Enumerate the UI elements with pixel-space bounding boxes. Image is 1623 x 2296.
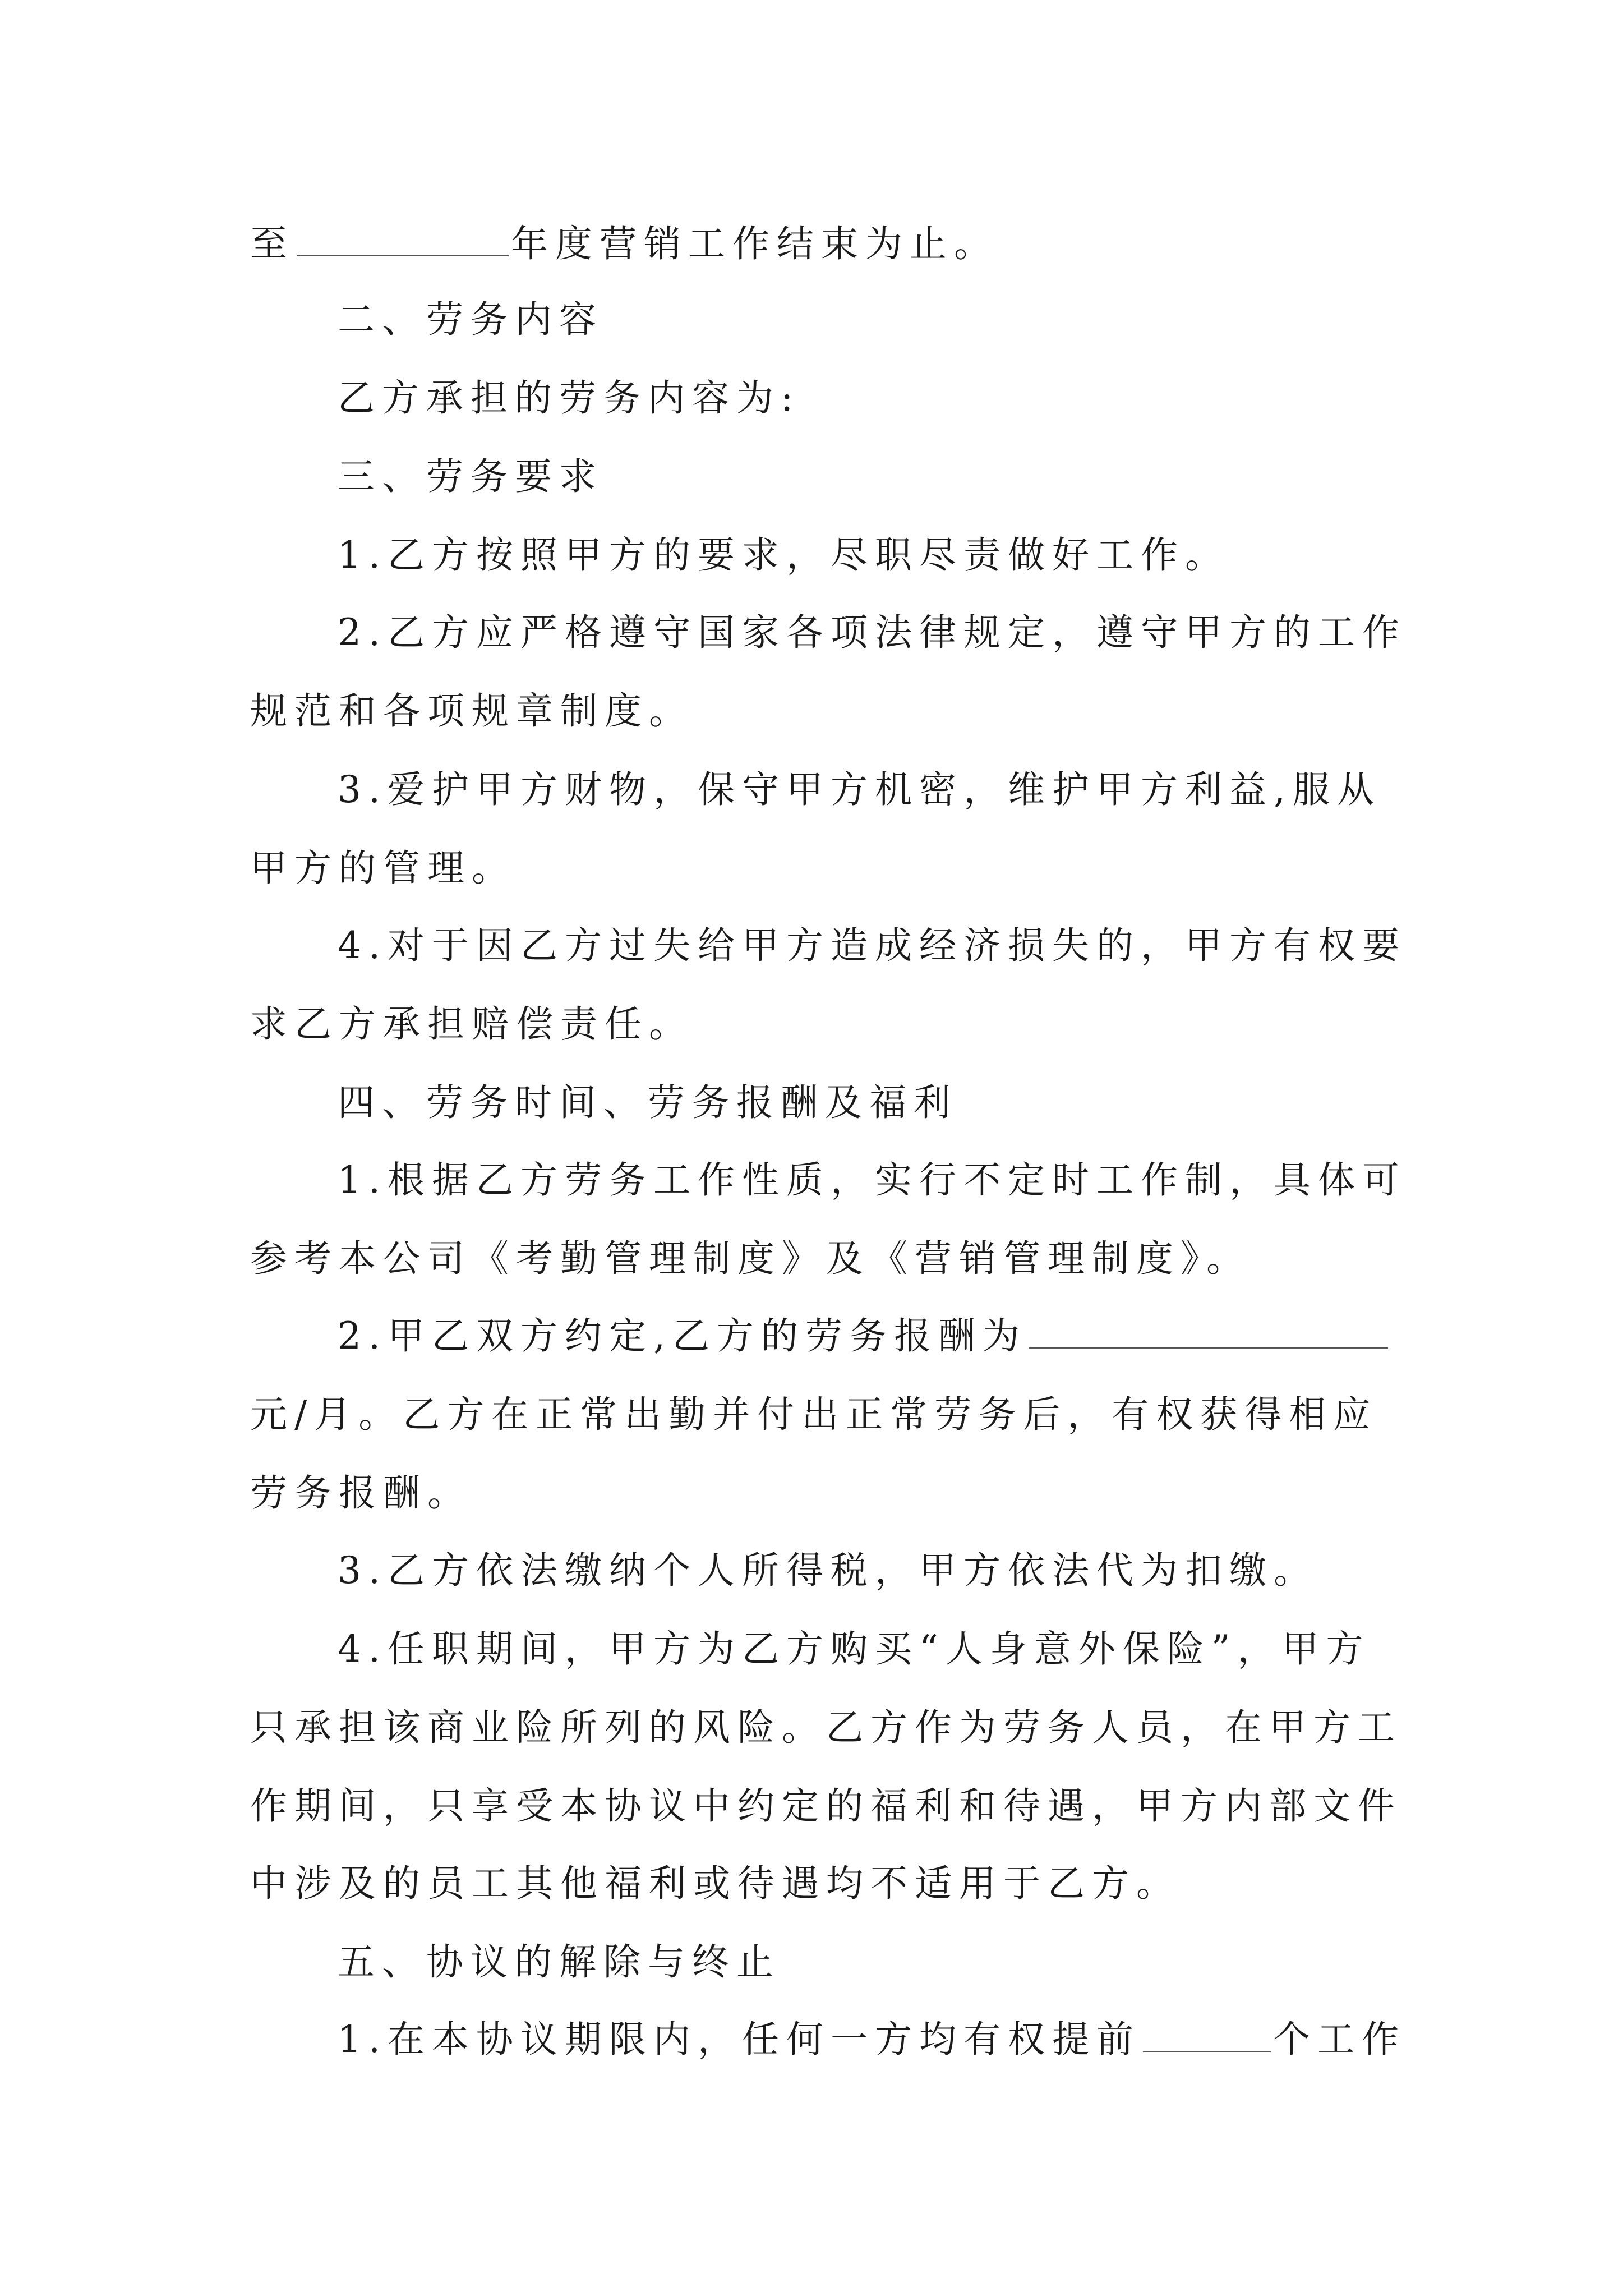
text-line [338,2017,1406,2062]
fill-in-blank [1143,2018,1271,2052]
text-line: 劳务报酬。 [250,1471,472,1515]
section-heading: 三、劳务要求 [338,455,603,498]
text-line: 3.乙方依法缴纳个人所得税，甲方依法代为扣缴。 [338,1549,1318,1592]
text-line: 作期间，只享受本协议中约定的福利和待遇，甲方内部文件 [250,1784,1402,1828]
text-line: 规范和各项规章制度。 [250,689,693,733]
text-line: 参考本公司《考勤管理制度》及《营销管理制度》。 [250,1237,1251,1280]
text-line: 2.乙方应严格遵守国家各项法律规定，遵守甲方的工作 [338,611,1407,654]
section-heading: 二、劳务内容 [338,298,603,341]
text-line: 4.对于因乙方过失给甲方造成经济损失的，甲方有权要 [338,924,1407,967]
text-line [338,1314,1390,1359]
text-line: 乙方承担的劳务内容为: [338,376,801,420]
text-line: 4.任职期间，甲方为乙方购买“人身意外保险”，甲方 [338,1627,1371,1671]
text-segment: 年度营销工作结束为止。 [511,222,998,265]
text-segment: 个工作 [1272,2018,1406,2061]
text-line: 中涉及的员工其他福利或待遇均不适用于乙方。 [250,1862,1181,1905]
fill-in-blank [1029,1315,1388,1349]
text-line: 只承担该商业险所列的风险。乙方作为劳务人员，在甲方工 [250,1706,1402,1749]
fill-in-blank [297,223,509,256]
text-segment: 1.在本协议期限内，任何一方均有权提前 [338,2018,1141,2061]
section-heading: 五、协议的解除与终止 [338,1940,781,1984]
text-segment: 2.甲乙双方约定,乙方的劳务报酬为 [338,1314,1027,1358]
text-line: 求乙方承担赔偿责任。 [250,1002,693,1046]
text-line: 甲方的管理。 [250,846,516,890]
text-line: 3.爱护甲方财物，保守甲方机密，维护甲方利益,服从 [338,768,1381,811]
section-heading: 四、劳务时间、劳务报酬及福利 [338,1081,958,1124]
text-line: 元/月。乙方在正常出勤并付出正常劳务后，有权获得相应 [250,1393,1378,1436]
text-segment: 至 [250,222,294,265]
text-line: 1.乙方按照甲方的要求，尽职尽责做好工作。 [338,533,1229,577]
text-line [250,222,998,266]
text-line: 1.根据乙方劳务工作性质，实行不定时工作制，具体可 [338,1158,1407,1202]
